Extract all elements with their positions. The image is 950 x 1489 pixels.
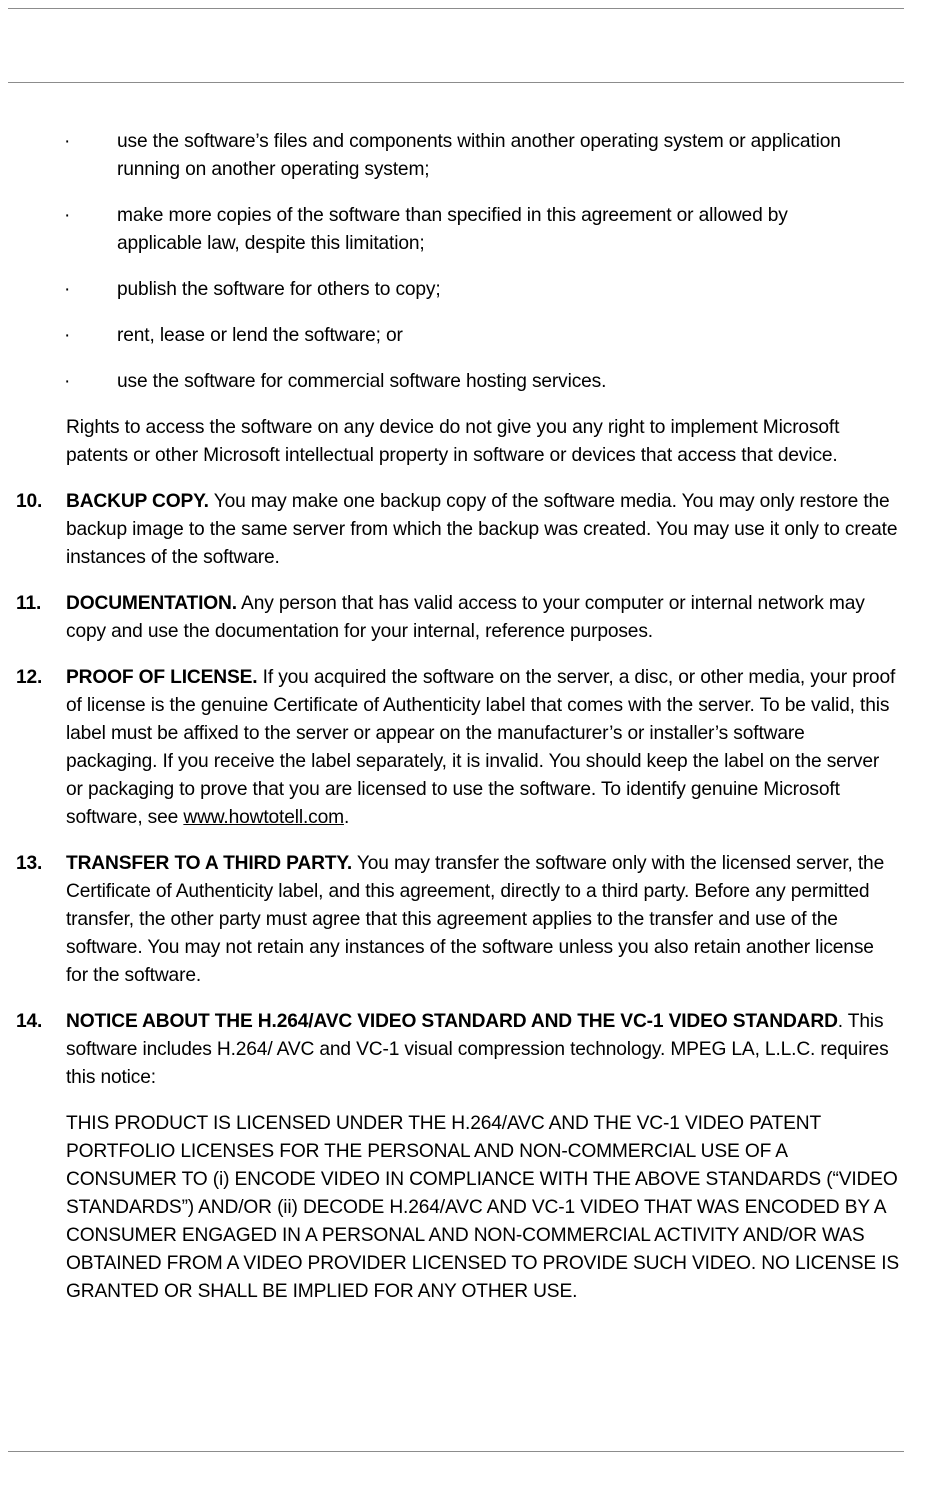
section-heading: NOTICE ABOUT THE H.264/AVC VIDEO STANDARD AND THE VC-1 VIDEO STANDARD bbox=[66, 1011, 838, 1032]
section-heading: BACKUP COPY. bbox=[66, 491, 209, 512]
top-rule bbox=[8, 8, 904, 9]
section-heading: TRANSFER TO A THIRD PARTY. bbox=[66, 853, 353, 874]
bullet-marker: · bbox=[64, 131, 71, 152]
section-number: 12. bbox=[16, 667, 43, 688]
header-rule bbox=[8, 82, 904, 83]
bullet-marker: · bbox=[64, 279, 71, 300]
section-proof-of-license bbox=[0, 664, 900, 832]
bullet-text: rent, lease or lend the software; or bbox=[117, 325, 403, 346]
section-text: You may transfer the software only with the licensed server, the Certificate of Authenticity label, and this agreement, directly to a third party. Before any permitted transfer, the other party must agree that this agreement applies to the transfer and use of the software. You may not retain any instances of the software unless you also retain another license for the software. bbox=[66, 853, 885, 986]
section-video-standard-notice bbox=[0, 1008, 900, 1092]
section-documentation bbox=[0, 590, 900, 646]
restriction-bullet-3 bbox=[0, 276, 847, 304]
restriction-bullet-2 bbox=[0, 202, 847, 258]
bullet-text: make more copies of the software than specified in this agreement or allowed by applicable law, despite this limitation; bbox=[117, 205, 788, 254]
section-text-end: . bbox=[343, 807, 350, 828]
section-number: 11. bbox=[16, 593, 42, 614]
restriction-bullet-5 bbox=[0, 368, 847, 396]
bullet-text: publish the software for others to copy; bbox=[117, 279, 441, 300]
section-text: . This software includes H.264/ AVC and VC-1 visual compression technology. MPEG LA, L.L.C. requires this notice: bbox=[66, 1011, 889, 1088]
section-number: 10. bbox=[16, 491, 43, 512]
bullet-marker: · bbox=[64, 371, 71, 392]
section-backup-copy bbox=[0, 488, 900, 572]
restriction-bullet-1 bbox=[0, 128, 847, 184]
patent-portfolio-notice: THIS PRODUCT IS LICENSED UNDER THE H.264/AVC AND THE VC-1 VIDEO PATENT PORTFOLIO LICENSES FOR THE PERSONAL AND NON-COMMERCIAL USE OF A CONSUMER TO (i) ENCODE VIDEO IN COMPLIANCE WITH THE ABOVE STANDARDS (“VIDEO STANDARDS”) AND/OR (ii) DECODE H.264/AVC AND VC-1 VIDEO THAT WAS ENCODED BY A CONSUMER ENGAGED IN A PERSONAL AND NON-COMMERCIAL ACTIVITY AND/OR WAS OBTAINED FROM A VIDEO PROVIDER LICENSED TO PROVIDE SUCH VIDEO. NO LICENSE IS GRANTED OR SHALL BE IMPLIED FOR ANY OTHER USE. bbox=[66, 1113, 900, 1302]
section-transfer bbox=[0, 850, 900, 990]
section-text: Any person that has valid access to your computer or internal network may copy and use the documentation for your internal, reference purposes. bbox=[66, 593, 865, 642]
section-text: If you acquired the software on the server, a disc, or other media, your proof of license is the genuine Certificate of Authenticity label that comes with the server. To be valid, this label must be affixed to the server or appear on the manufacturer’s or installer’s software packaging. If you receive the label separately, it is invalid. You should keep the label on the server or packaging to prove that you are licensed to use the software. To identify genuine Microsoft software, see bbox=[66, 667, 896, 828]
document-body bbox=[0, 128, 950, 1306]
rights-paragraph: Rights to access the software on any device do not give you any right to implement Microsoft patents or other Microsoft intellectual property in software or devices that access that device. bbox=[66, 417, 840, 466]
section-number: 13. bbox=[16, 853, 43, 874]
bullet-marker: · bbox=[64, 205, 71, 226]
section-heading: DOCUMENTATION. bbox=[66, 593, 237, 614]
bullet-text: use the software’s files and components within another operating system or application running on another operating system; bbox=[117, 131, 841, 180]
restriction-bullet-4 bbox=[0, 322, 847, 350]
howtotell-link[interactable]: www.howtotell.com bbox=[183, 807, 344, 828]
section-number: 14. bbox=[16, 1011, 43, 1032]
section-heading: PROOF OF LICENSE. bbox=[66, 667, 258, 688]
bullet-text: use the software for commercial software hosting services. bbox=[117, 371, 607, 392]
section-text: You may make one backup copy of the software media. You may only restore the backup image to the same server from which the backup was created. You may use it only to create instances of the software. bbox=[66, 491, 898, 568]
bullet-marker: · bbox=[64, 325, 71, 346]
footer-rule bbox=[8, 1451, 904, 1452]
